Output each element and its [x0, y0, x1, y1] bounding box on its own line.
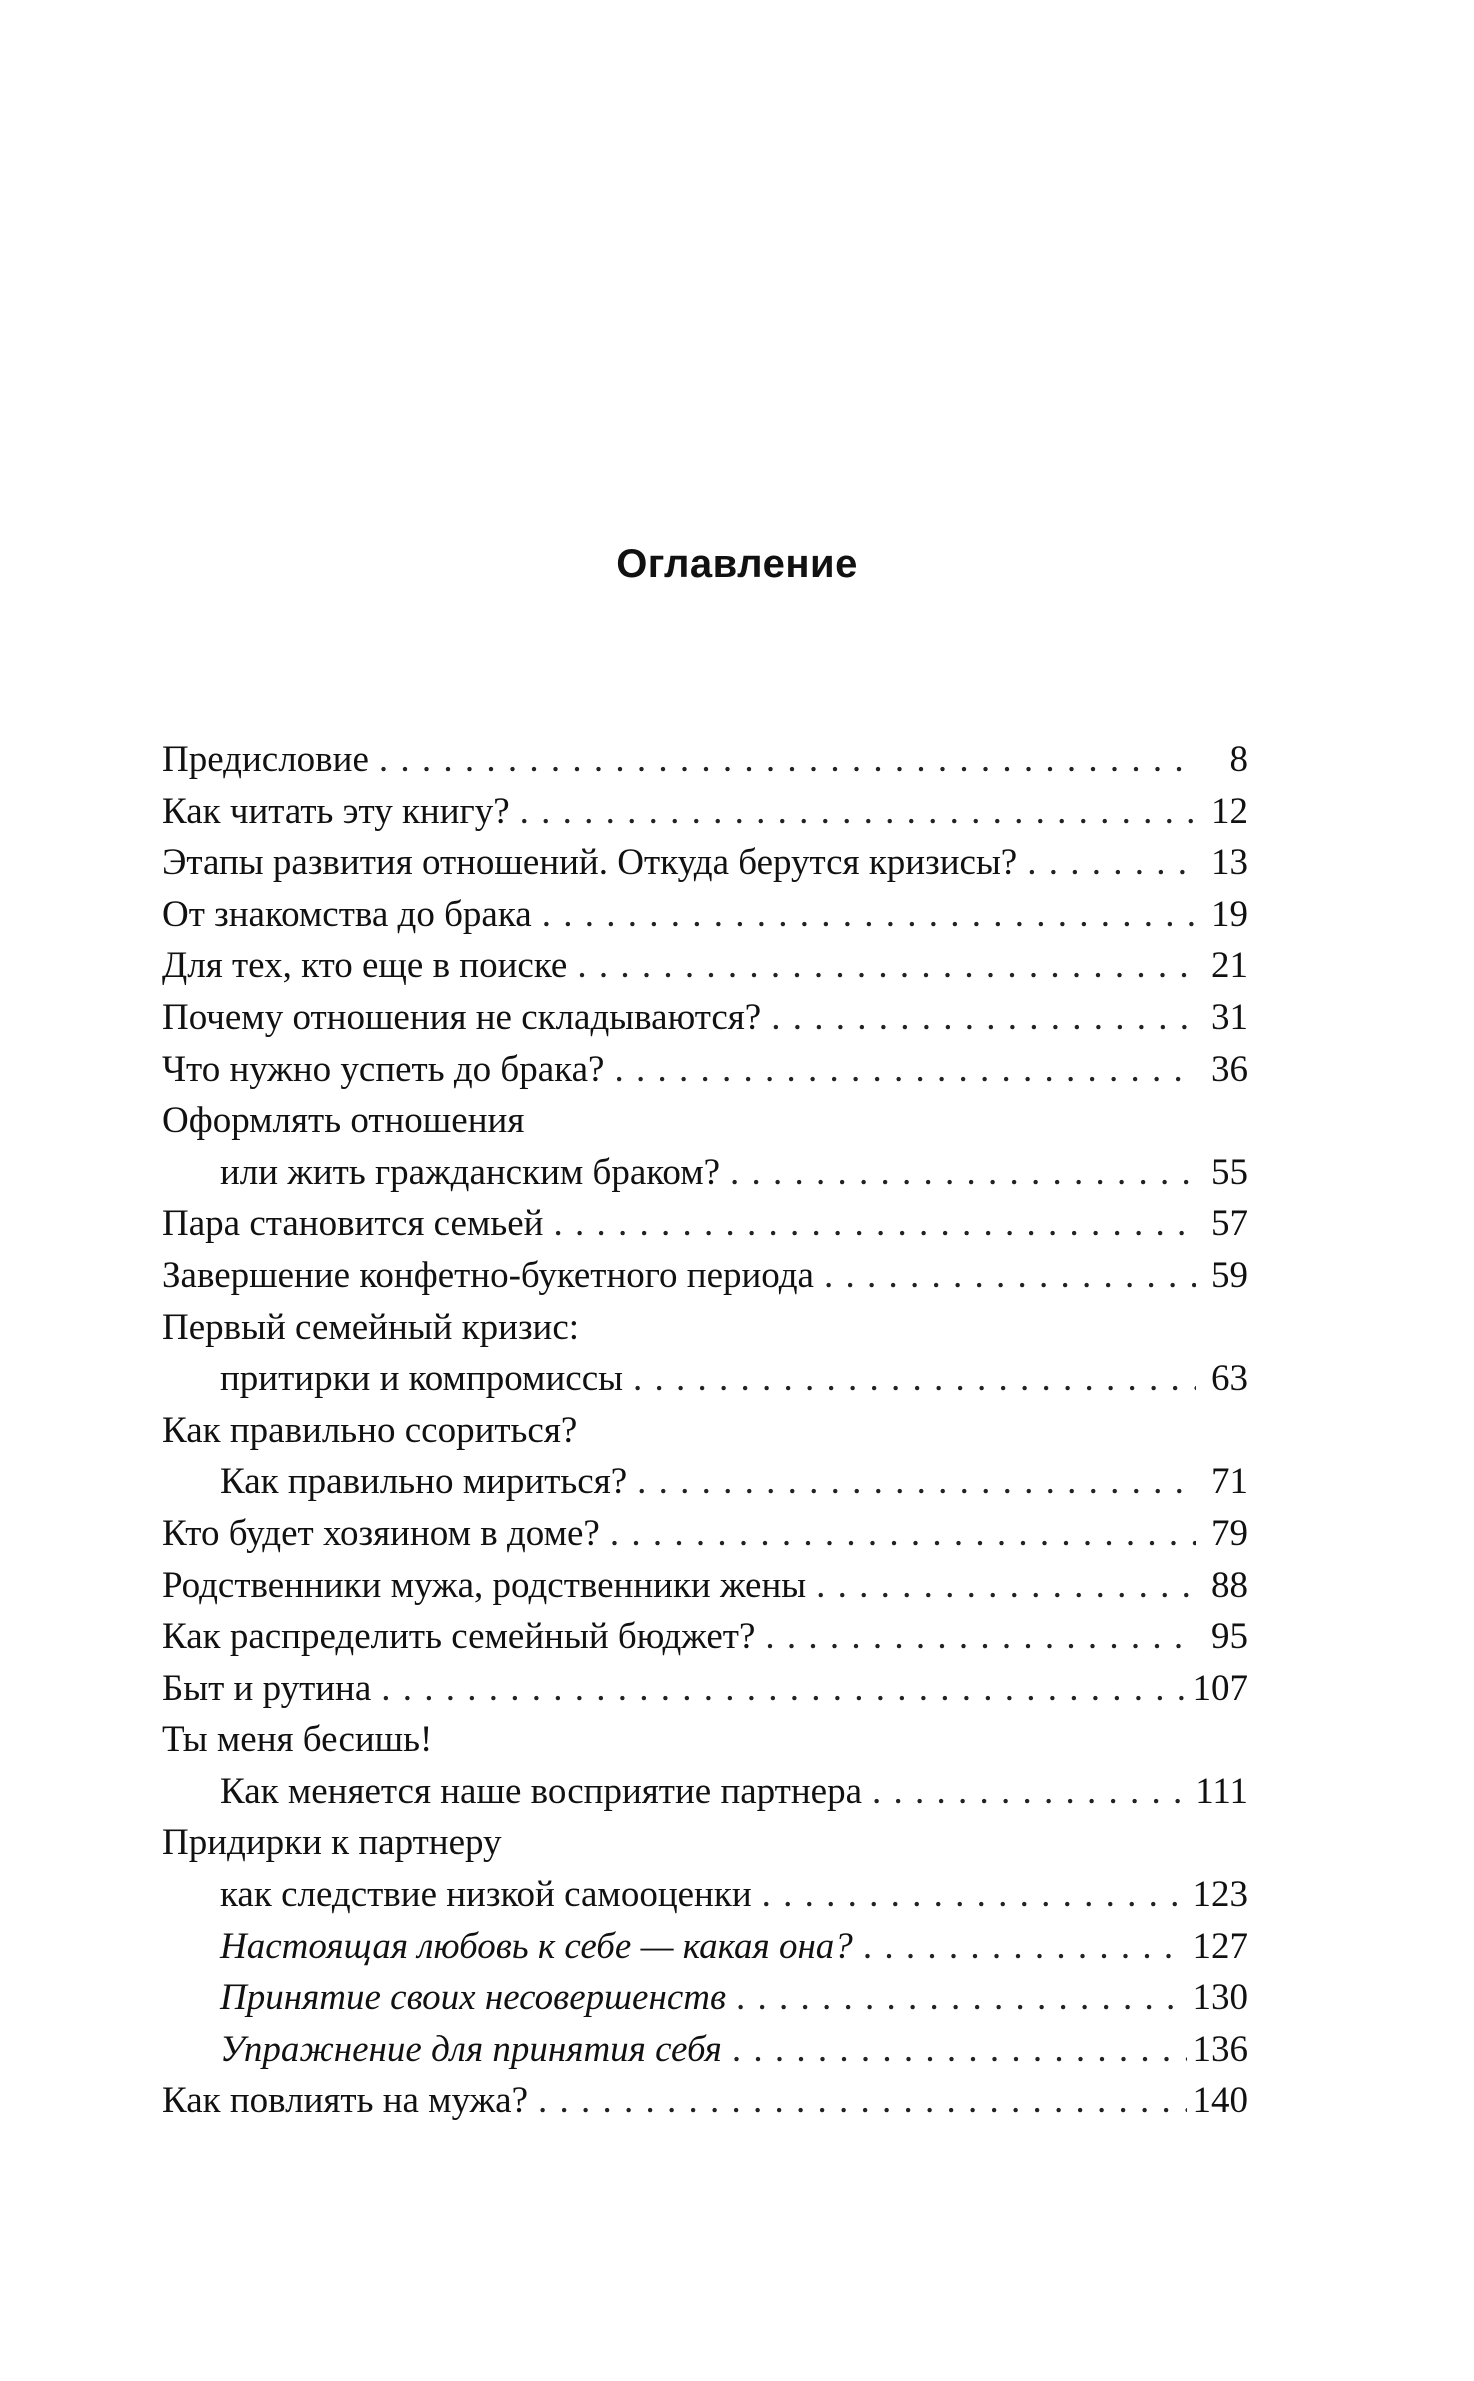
toc-entry-title: как следствие низкой самооценки [220, 1874, 752, 1916]
dot-leader [637, 1456, 1196, 1508]
dot-leader [736, 1972, 1186, 2024]
toc-entry-title: Оформлять отношения [162, 1100, 525, 1142]
toc-entry-title: Как меняется наше восприятие партнера [220, 1770, 862, 1812]
dot-leader [732, 2024, 1187, 2076]
toc-entry-title: притирки и компромиссы [220, 1358, 623, 1400]
toc-subentry[interactable] [162, 2024, 1248, 2076]
dot-leader [610, 1508, 1196, 1560]
toc-entry-title: Пара становится семьей [162, 1203, 544, 1245]
toc-entry[interactable] [162, 1611, 1248, 1663]
toc-entry-title: Что нужно успеть до брака? [162, 1048, 605, 1090]
toc-entry-continuation[interactable] [162, 1869, 1248, 1921]
toc-entry-page: 71 [1211, 1461, 1248, 1503]
toc-entry[interactable] [162, 1198, 1248, 1250]
dot-leader [824, 1250, 1196, 1302]
toc-entry[interactable] [162, 837, 1248, 889]
toc-entry-title: Как распределить семейный бюджет? [162, 1616, 756, 1658]
toc-entry-title: или жить гражданским браком? [220, 1151, 721, 1193]
toc-entry-page: 63 [1211, 1358, 1248, 1400]
toc-subentry[interactable] [162, 1972, 1248, 2024]
toc-entry-continuation[interactable] [162, 1456, 1248, 1508]
toc-entry-page: 31 [1211, 996, 1248, 1038]
toc-entry-page: 111 [1195, 1770, 1248, 1812]
toc-entry-title: Предисловие [162, 739, 369, 780]
dot-leader [872, 1766, 1189, 1818]
toc-entry-page: 13 [1211, 842, 1248, 884]
toc-entry[interactable] [162, 1508, 1248, 1560]
toc-entry-title: Быт и рутина [162, 1667, 372, 1709]
dot-leader [1027, 837, 1196, 889]
toc-title: Оглавление [616, 542, 858, 586]
toc-entry-page: 130 [1192, 1977, 1248, 2019]
dot-leader [730, 1147, 1196, 1199]
toc-entry-page: 88 [1211, 1564, 1248, 1606]
toc-subentry-title: Настоящая любовь к себе — какая она? [220, 1925, 853, 1967]
toc-entry-page: 59 [1211, 1254, 1248, 1296]
toc-entry-title: Родственники мужа, родственники жены [162, 1564, 807, 1606]
toc-entry-heading[interactable] [162, 1714, 1248, 1766]
dot-leader [765, 1611, 1196, 1663]
toc-entry-continuation[interactable] [162, 1353, 1248, 1405]
toc-entry[interactable] [162, 1044, 1248, 1096]
dot-leader [553, 1198, 1196, 1250]
toc-entry[interactable] [162, 1250, 1248, 1302]
toc-entry[interactable] [162, 992, 1248, 1044]
toc-entry-title: Как правильно ссориться? [162, 1409, 578, 1451]
toc-entry[interactable] [162, 2075, 1248, 2127]
toc-entry[interactable] [162, 1560, 1248, 1612]
dot-leader [542, 889, 1196, 941]
dot-leader [633, 1353, 1196, 1405]
toc-subentry[interactable] [162, 1921, 1248, 1973]
toc-entry-page: 136 [1192, 2028, 1248, 2070]
dot-leader [379, 734, 1196, 786]
toc-entry-page: 55 [1211, 1151, 1248, 1193]
dot-leader [538, 2075, 1186, 2127]
toc-entry-page: 140 [1192, 2080, 1248, 2122]
toc-entry-page: 36 [1211, 1048, 1248, 1090]
toc-entry-page: 21 [1211, 945, 1248, 987]
dot-leader [614, 1044, 1196, 1096]
toc-entry-title: Этапы развития отношений. Откуда берутся кризисы? [162, 842, 1018, 884]
toc-entry-page: 12 [1211, 790, 1248, 832]
dot-leader [381, 1663, 1186, 1715]
toc-entry-page: 8 [1229, 739, 1248, 780]
toc-entry-page: 95 [1211, 1616, 1248, 1658]
toc-entry-heading[interactable] [162, 1095, 1248, 1147]
toc-entry-title: Как читать эту книгу? [162, 790, 510, 832]
dot-leader [816, 1560, 1196, 1612]
toc-entry-page: 57 [1211, 1203, 1248, 1245]
toc-entry-title: Первый семейный кризис: [162, 1306, 580, 1348]
toc-entry-page: 123 [1192, 1874, 1248, 1916]
toc-entry[interactable] [162, 734, 1248, 786]
dot-leader [520, 786, 1196, 838]
toc-entry-title: Ты меня бесишь! [162, 1719, 433, 1761]
toc-entry-title: Почему отношения не складываются? [162, 996, 762, 1038]
toc-subentry-title: Принятие своих несовершенств [220, 1977, 727, 2019]
toc-entry-page: 107 [1192, 1667, 1248, 1709]
toc-entry-page: 127 [1192, 1925, 1248, 1967]
toc-subentry-title: Упражнение для принятия себя [220, 2028, 722, 2070]
dot-leader [762, 1869, 1187, 1921]
toc-entry-page: 19 [1211, 893, 1248, 935]
table-of-contents [162, 734, 1248, 2127]
toc-entry-title: Для тех, кто еще в поиске [162, 945, 568, 987]
toc-entry-heading[interactable] [162, 1302, 1248, 1354]
toc-entry-title: Кто будет хозяином в доме? [162, 1512, 600, 1554]
toc-entry[interactable] [162, 1663, 1248, 1715]
toc-entry-page: 79 [1211, 1512, 1248, 1554]
toc-entry-continuation[interactable] [162, 1766, 1248, 1818]
toc-entry-title: Как повлиять на мужа? [162, 2080, 529, 2122]
toc-entry-title: Завершение конфетно-букетного периода [162, 1254, 814, 1296]
dot-leader [771, 992, 1196, 1044]
toc-entry[interactable] [162, 940, 1248, 992]
toc-entry-title: Как правильно мириться? [220, 1461, 628, 1503]
dot-leader [863, 1921, 1187, 1973]
toc-entry[interactable] [162, 889, 1248, 941]
toc-entry-continuation[interactable] [162, 1147, 1248, 1199]
toc-entry[interactable] [162, 786, 1248, 838]
toc-entry-title: Придирки к партнеру [162, 1822, 502, 1864]
dot-leader [577, 940, 1196, 992]
toc-entry-heading[interactable] [162, 1405, 1248, 1457]
toc-entry-title: От знакомства до брака [162, 893, 532, 935]
toc-entry-heading[interactable] [162, 1817, 1248, 1869]
